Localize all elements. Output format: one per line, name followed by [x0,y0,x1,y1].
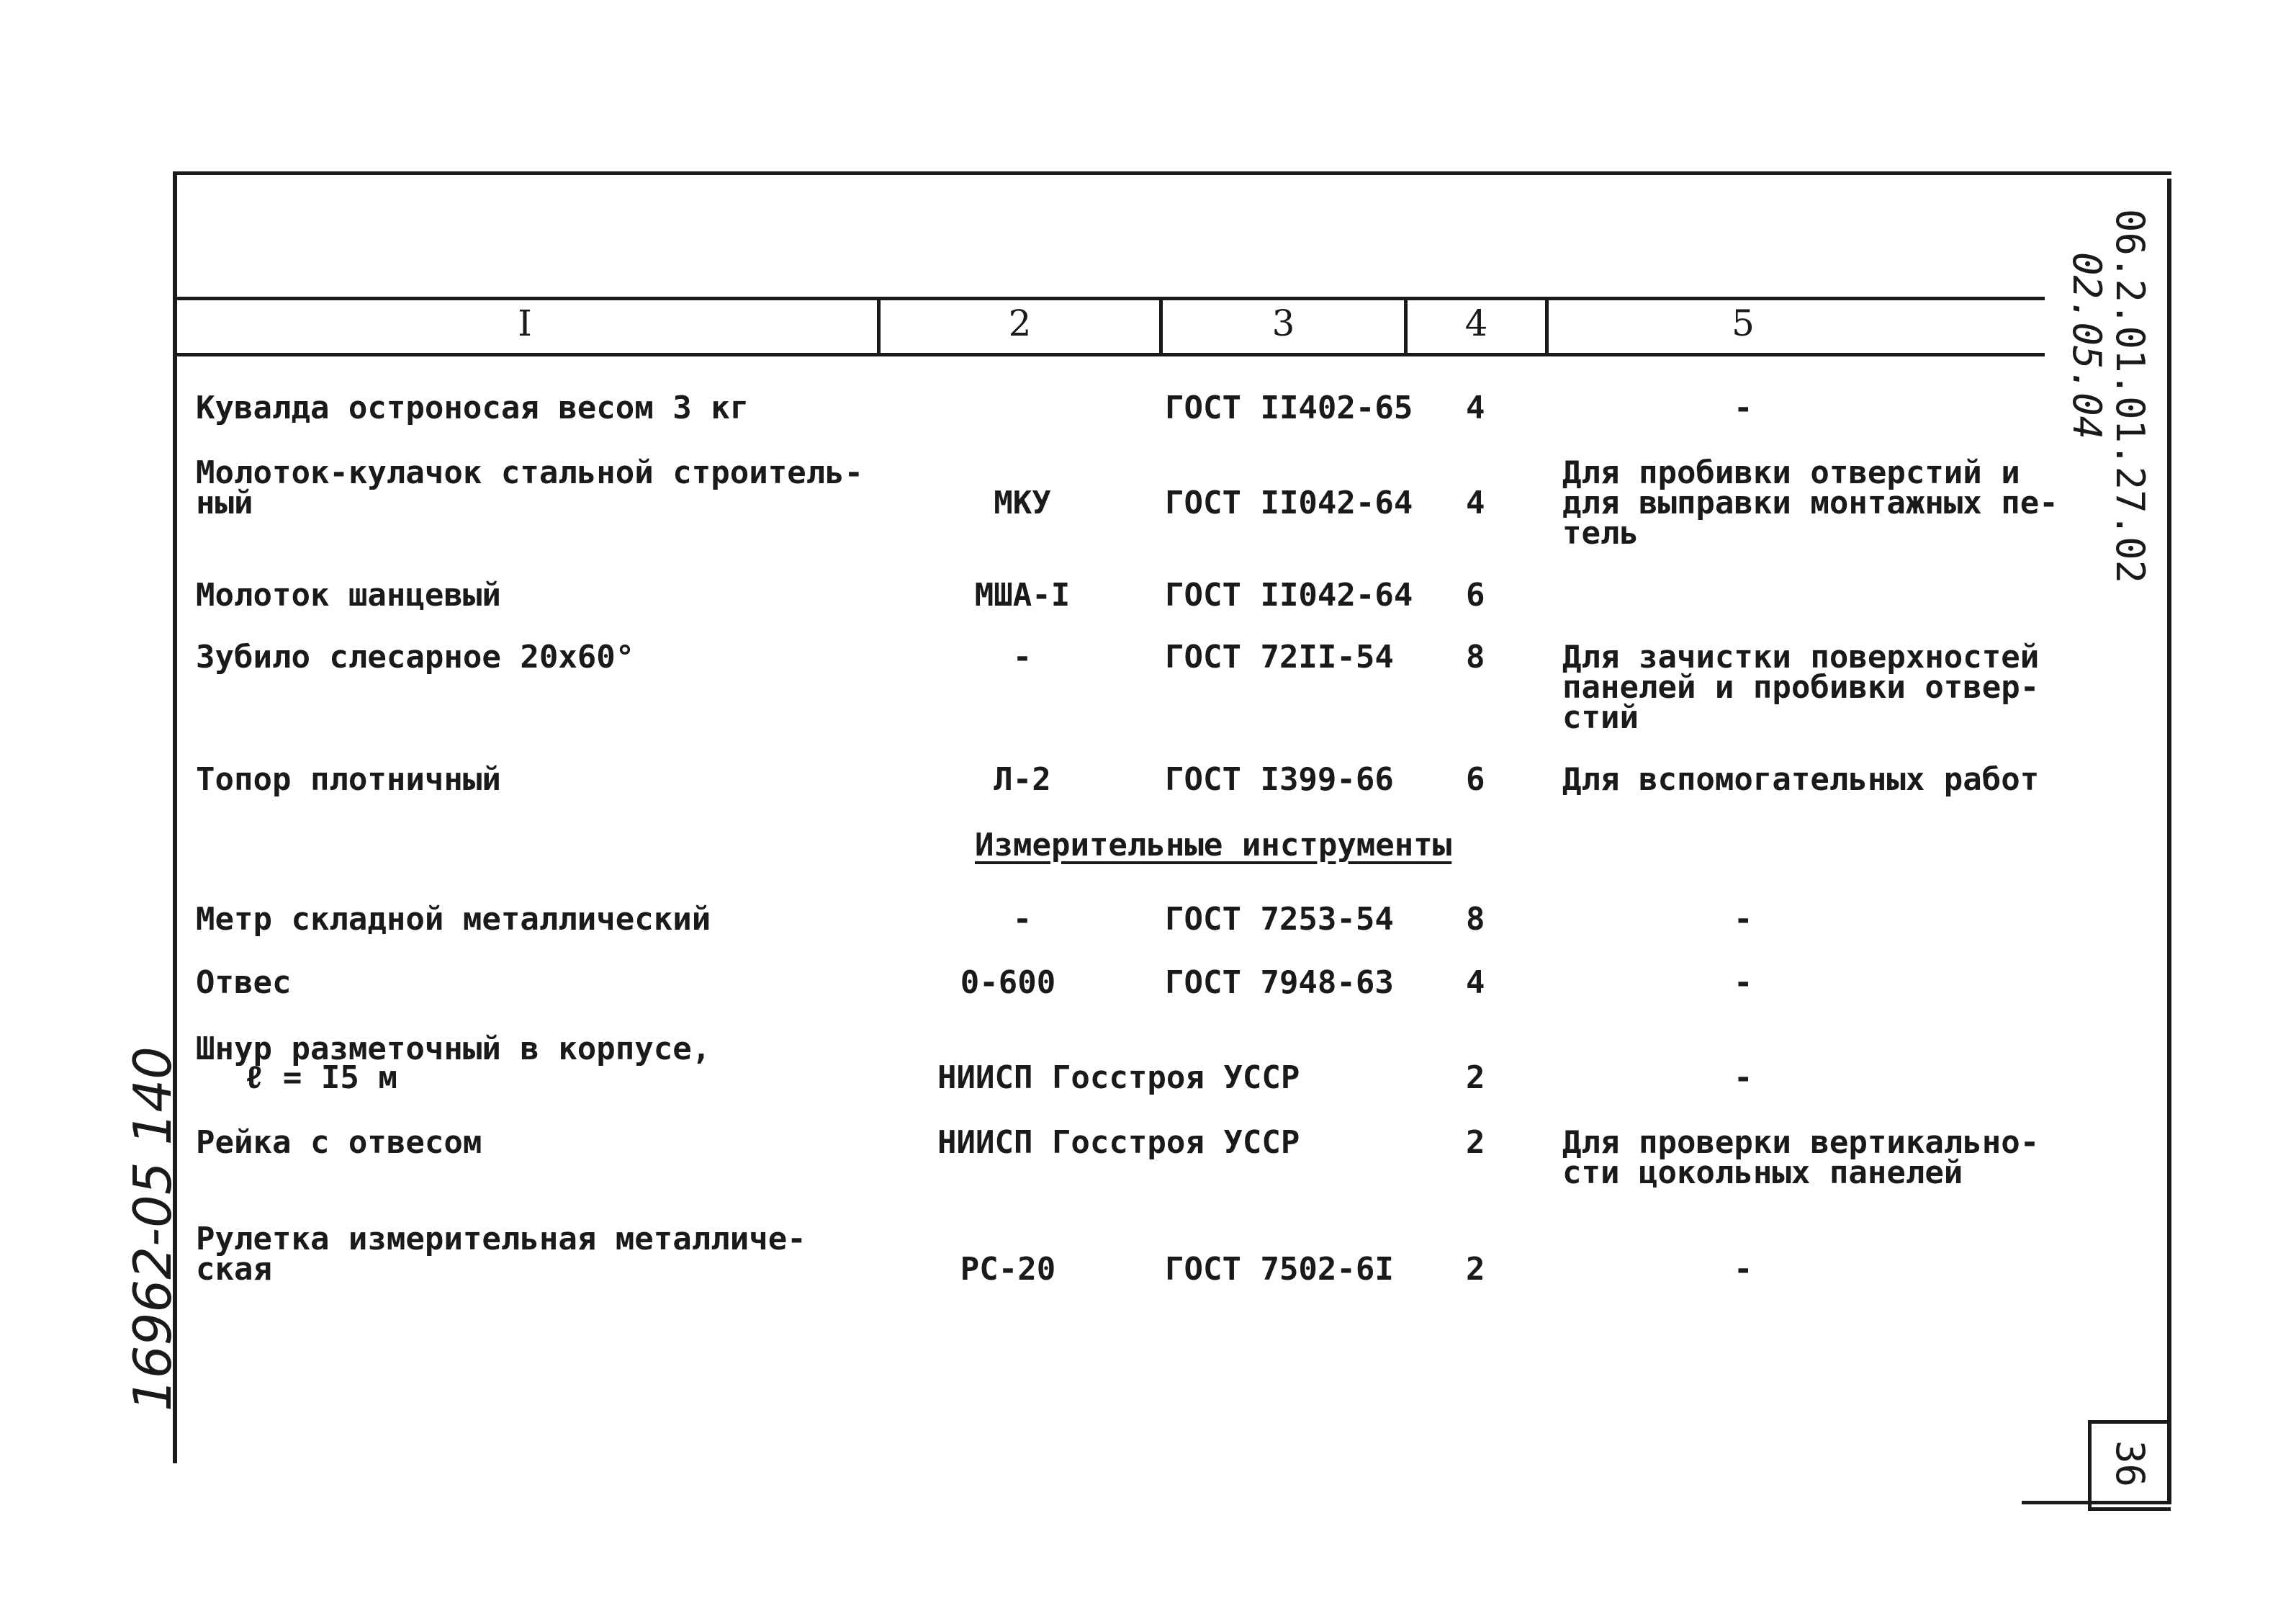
table2-row-2-mark: 0-600 [960,964,1056,1001]
table2-row-4-name: Рейка с отвесом [196,1124,482,1161]
table2-row-1-note: - [1734,901,1753,938]
table-row-2-note-line2: для выправки монтажных пе- [1562,485,2058,521]
table-row-3-name: Молоток шанцевый [196,577,501,614]
table2-row-5-name-line2: ская [196,1251,272,1288]
frame-right-border [2167,179,2171,1504]
table2-row-4-qty: 2 [1466,1124,1485,1161]
table2-row-2-qty: 4 [1466,964,1485,1001]
table2-row-3-mark: НИИСП Госстроя УССР [937,1059,1300,1096]
table2-row-2-name: Отвес [196,964,292,1001]
table2-row-3-note: - [1734,1059,1753,1096]
table-row-2-name-line1: Молоток-кулачок стальной строитель- [196,454,864,491]
table-row-4-name: Зубило слесарное 20х60° [196,639,635,675]
header-top-line [173,297,2045,300]
table-row-1-standard: ГОСТ II402-65 [1165,390,1413,426]
header-col-5: 5 [1732,302,1755,344]
table-row-5-mark: Л-2 [994,761,1051,798]
table-row-3-qty: 6 [1466,577,1485,614]
table2-row-3-name-line2: ℓ = I5 м [245,1059,397,1096]
table2-row-5-standard: ГОСТ 7502-6I [1165,1251,1394,1288]
table-row-4-note-line3: стий [1562,699,1639,736]
left-margin-note: 16962-05 140 [122,1046,183,1411]
table-row-2-name-line2: ный [196,485,253,521]
table-row-2-note-line1: Для пробивки отверстий и [1562,454,2020,491]
table-row-2-qty: 4 [1466,485,1485,521]
table2-row-4-note-line2: сти цокольных панелей [1562,1154,1963,1191]
table-row-5-note: Для вспомогательных работ [1562,761,2040,798]
table-row-2-standard: ГОСТ II042-64 [1165,485,1413,521]
table-row-4-qty: 8 [1466,639,1485,675]
table-row-4-standard: ГОСТ 72II-54 [1165,639,1394,675]
document-code-line1: 06.2.01.01.27.02 [2107,209,2153,584]
table2-row-5-mark: РС-20 [960,1251,1056,1288]
document-code-line2: 02.05.04 [2064,252,2110,440]
table2-row-5-name-line1: Рулетка измерительная металличе- [196,1221,806,1257]
page-number: 36 [2107,1440,2153,1488]
table2-row-2-standard: ГОСТ 7948-63 [1165,964,1394,1001]
table2-row-4-note-line1: Для проверки вертикально- [1562,1124,2040,1161]
table-row-3-mark: МША-I [974,577,1071,614]
table2-row-1-name: Метр складной металлический [196,901,711,938]
table2-row-1-mark: - [1012,901,1032,938]
table2-row-5-qty: 2 [1466,1251,1485,1288]
bottom-frame-line [2022,1501,2171,1504]
header-col-3: 3 [1271,302,1295,344]
header-col-2: 2 [1008,302,1032,344]
table2-row-1-qty: 8 [1466,901,1485,938]
table-row-4-mark: - [1012,639,1032,675]
table-row-4-note-line1: Для зачистки поверхностей [1562,639,2040,675]
table-row-5-standard: ГОСТ I399-66 [1165,761,1394,798]
section-title: Измерительные инструменты [975,827,1452,863]
table-row-5-qty: 6 [1466,761,1485,798]
table-row-2-mark: МКУ [994,485,1051,521]
table-row-5-name: Топор плотничный [196,761,501,798]
table-row-4-note-line2: панелей и пробивки отвер- [1562,669,2040,706]
header-col-1: I [518,302,532,344]
frame-top-border [173,171,2171,175]
header-col-4: 4 [1464,302,1488,344]
table-row-3-standard: ГОСТ II042-64 [1165,577,1413,614]
table2-row-5-note: - [1734,1251,1753,1288]
table2-row-3-name-line1: Шнур разметочный в корпусе, [196,1031,711,1067]
table-row-1-qty: 4 [1466,390,1485,426]
table2-row-3-qty: 2 [1466,1059,1485,1096]
table2-row-2-note: - [1734,964,1753,1001]
table2-row-1-standard: ГОСТ 7253-54 [1165,901,1394,938]
table-row-1-name: Кувалда остроносая весом 3 кг [196,390,749,426]
table-row-1-note: - [1734,390,1753,426]
header-bottom-line [173,353,2045,356]
table2-row-4-mark: НИИСП Госстроя УССР [937,1124,1300,1161]
table-row-2-note-line3: тель [1562,515,1639,552]
